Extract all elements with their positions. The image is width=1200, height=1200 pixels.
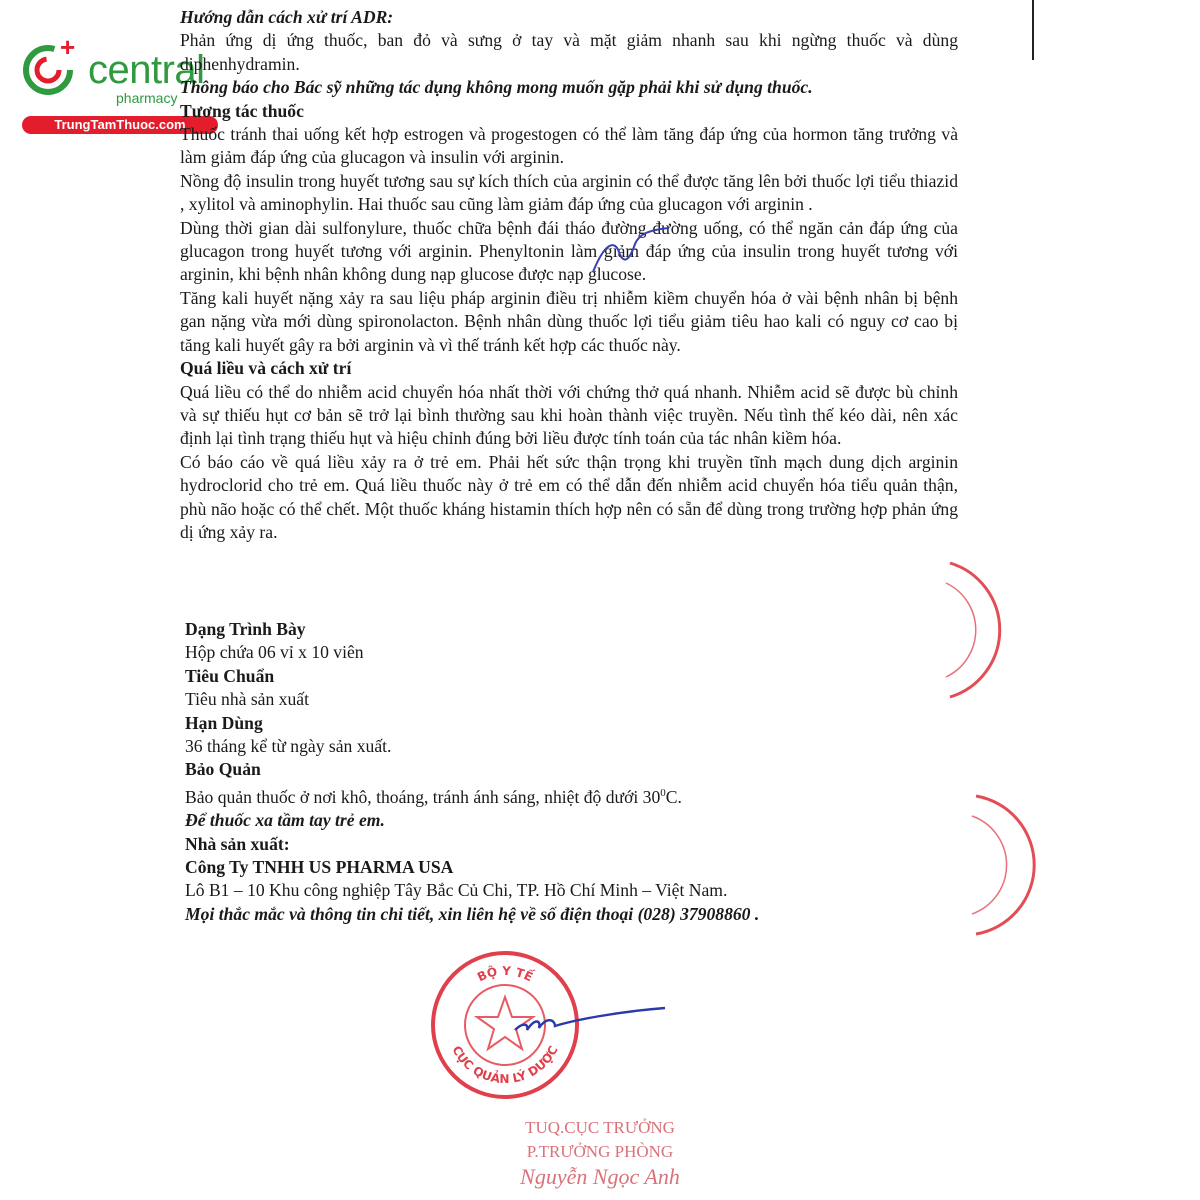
storage-heading: Bảo Quản [185,759,261,780]
interactions-p1: Thuốc tránh thai uống kết hợp estrogen và progestogen có thể làm tăng đáp ứng của hormon tăng trưởng và làm giảm đáp ứng của glucagon và insulin với arginin. [180,124,958,168]
standard-heading: Tiêu Chuẩn [185,665,275,686]
storage-warning: Để thuốc xa tầm tay trẻ em. [185,810,385,831]
interactions-p4: Tăng kali huyết nặng xảy ra sau liệu pháp arginin điều trị nhiễm kiềm chuyển hóa ở vài bệnh nhân bị bệnh gan nặng vừa mới dùng spironolacton. Bệnh nhân dùng thuốc lợi tiểu giảm tiêu hao kali có nguy cơ cao bị tăng kali huyết gây ra bởi arginin và vì thế tránh kết hợp các thuốc này. [180,287,958,355]
signatory-name: Nguyễn Ngọc Anh [520,1164,680,1189]
shelf-life-heading: Hạn Dùng [185,712,263,733]
stamp-bottom-text: CỤC QUẢN LÝ DƯỢC [449,1043,561,1087]
logo-brand: central [88,48,205,92]
manufacturer-contact: Mọi thắc mắc và thông tin chi tiết, xin liên hệ về số điện thoại (028) 37908860 . [185,903,760,924]
storage-text-main: Bảo quản thuốc ở nơi khô, thoáng, tránh ánh sáng, nhiệt độ dưới 30 [185,786,661,807]
adr-notice: Thông báo cho Bác sỹ những tác dụng không mong muốn gặp phải khi sử dụng thuốc. [180,77,813,98]
svg-text:BỘ Y TẾ [475,964,537,985]
interactions-p2: Nồng độ insulin trong huyết tương sau sự kích thích của arginin có thể được tăng lên bởi thuốc lợi tiểu thiazid , xylitol và aminophylin. Hai thuốc sau cũng làm giảm đáp ứng của glucagon với arginin . [180,170,958,215]
manufacturer-heading: Nhà sản xuất: [185,833,290,854]
logo-site: TrungTamThuoc.com [22,116,218,134]
signatory-title-1: TUQ.CỤC TRƯỞNG [525,1118,675,1137]
right-stamp-fragment-lower [968,790,1038,940]
stamp-top-text: BỘ Y TẾ [475,963,536,985]
plus-icon: + [60,32,76,62]
adr-text: Phản ứng dị ứng thuốc, ban đỏ và sưng ở tay và mặt giảm nhanh sau khi ngừng thuốc và dùng diphenhydramin. [180,30,958,74]
pen-mark-icon [585,222,675,282]
form-heading: Dạng Trình Bày [185,619,306,639]
document-body [180,6,958,544]
overdose-p1: Quá liều có thể do nhiễm acid chuyển hóa nhất thời với chứng thở quá nhanh. Nhiễm acid sẽ được bù chỉnh và sự thiếu hụt cơ bản sẽ trở lại bình thường sau khi hoàn thành việc truyền. Nếu tình thế kéo dài, nên xác định lại tình trạng thiếu hụt và hiệu chỉnh đúng bởi liều được tính toán của tác nhân kiềm hóa. [180,381,958,449]
overdose-p2: Có báo cáo về quá liều xảy ra ở trẻ em. Phải hết sức thận trọng khi truyền tĩnh mạch dung dịch arginin hydroclorid cho trẻ em. Quá liều thuốc này ở trẻ em có thể dẫn đến nhiễm acid chuyển hóa tiểu quản thận, phù não hoặc có thể chết. Một thuốc kháng histamin thích hợp nên có sẵn để dùng trong trường hợp phản ứng dị ứng xảy ra. [180,451,958,542]
manufacturer-address: Lô B1 – 10 Khu công nghiệp Tây Bắc Củ Chi, TP. Hồ Chí Minh – Việt Nam. [185,880,728,901]
right-stamp-fragment-upper [940,555,1010,705]
standard-text: Tiêu nhà sản xuất [185,689,309,710]
storage-degree: 0 [660,786,666,799]
storage-text [185,782,945,809]
form-text: Hộp chứa 06 vỉ x 10 viên [185,642,364,663]
logo-sub: pharmacy [116,90,178,106]
interactions-heading: Tương tác thuốc [180,100,304,121]
interactions-p3: Dùng thời gian dài sulfonylure, thuốc chữa bệnh đái tháo đường đường uống, có thể ngăn cản đáp ứng của glucagon trong huyết tương với arginin. Phenyltonin làm giảm đáp ứng của insulin trong huyết tương với arginin, khi bệnh nhân không dung nạp glucose được nạp glucose. [180,217,958,285]
page-edge-line [1032,0,1034,60]
signature-icon [505,1000,675,1040]
product-info [185,618,945,926]
adr-heading: Hướng dẫn cách xử trí ADR: [180,7,394,27]
overdose-heading: Quá liều và cách xử trí [180,358,352,379]
manufacturer-name: Công Ty TNHH US PHARMA USA [185,856,454,877]
storage-text-unit: C. [665,786,682,807]
signatory-title-2: P.TRƯỞNG PHÒNG [526,1142,674,1161]
shelf-life-text: 36 tháng kể từ ngày sản xuất. [185,736,392,757]
